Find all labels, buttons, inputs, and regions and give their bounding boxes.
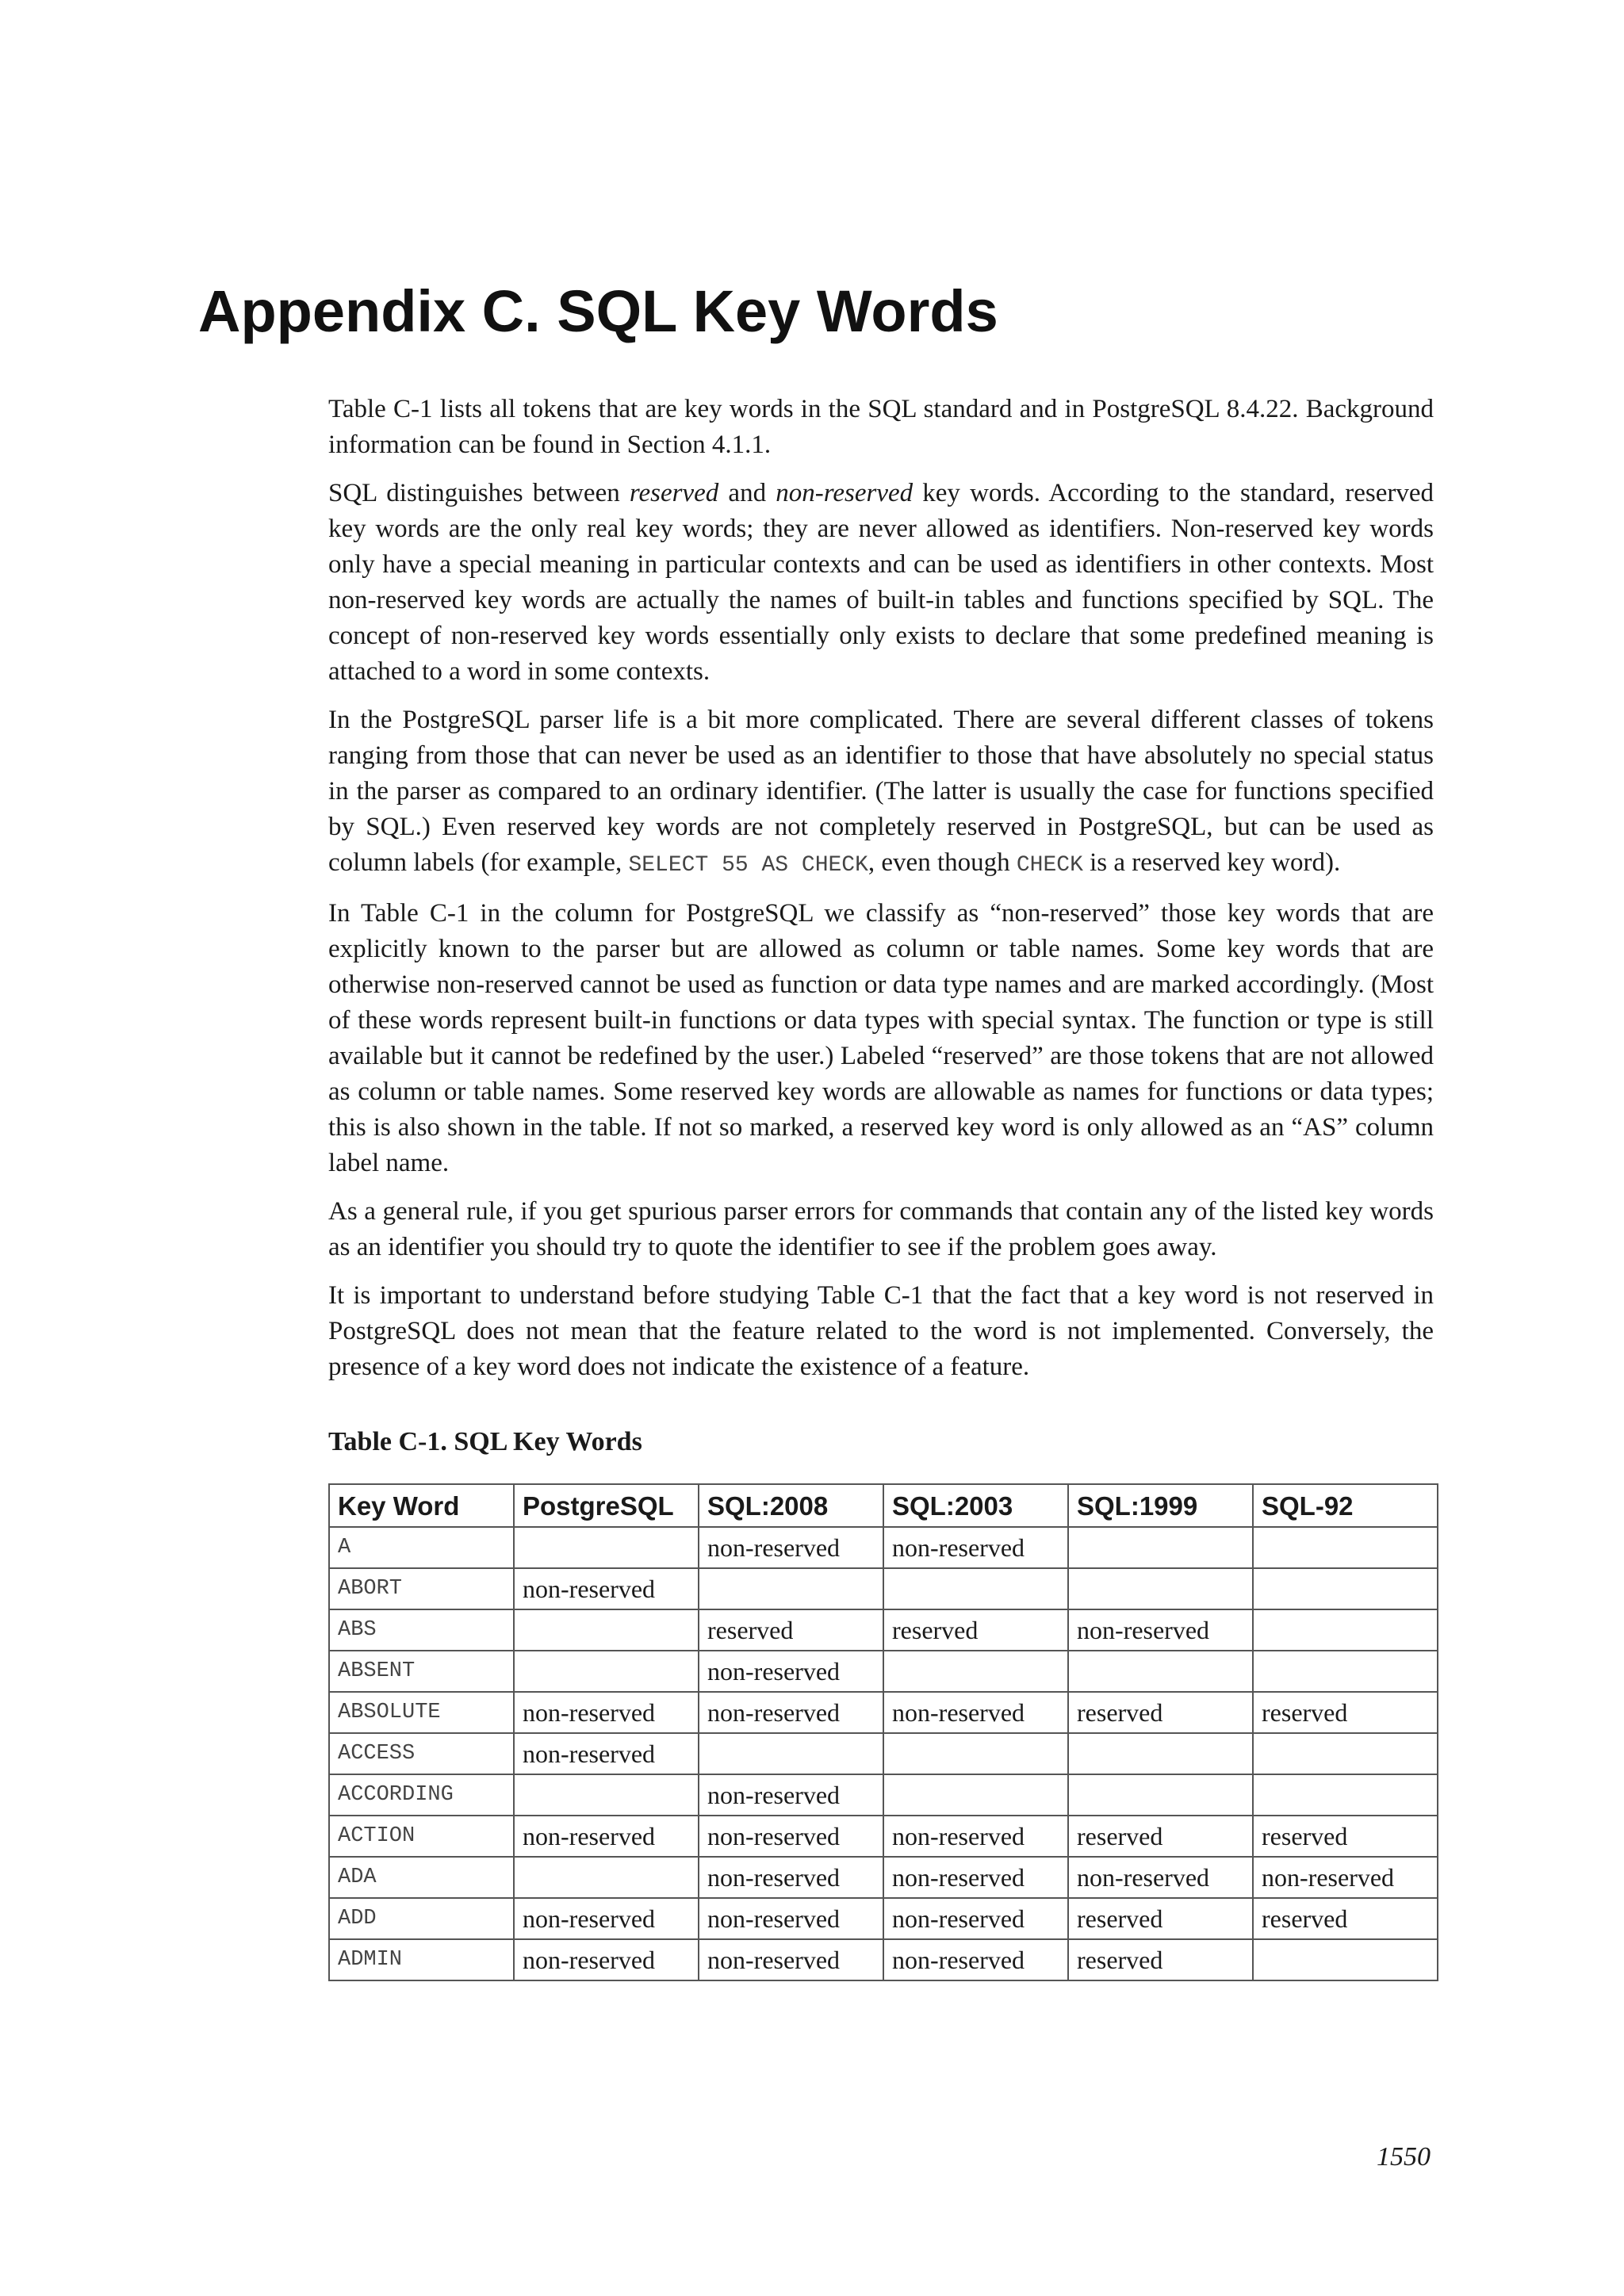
table-cell bbox=[514, 1857, 699, 1898]
keyword-cell: ADMIN bbox=[329, 1939, 514, 1980]
text-span: key words. According to the standard, reserved key words are the only real key words; they are never allowed as identifiers. Non-reserved key words only have a special meaning in particular contexts and can be used as identifiers in other contexts. Most non-reserved key words are actually the names of built-in tables and functions specified by SQL. The concept of non-reserved key words essentially only exists to declare that some predefined meaning is attached to a word in some contexts. bbox=[328, 479, 1434, 686]
table-cell: non-reserved bbox=[514, 1939, 699, 1980]
keyword-cell: ABSOLUTE bbox=[329, 1692, 514, 1733]
table-cell: reserved bbox=[1253, 1898, 1438, 1939]
table-cell: reserved bbox=[699, 1609, 883, 1651]
table-cell: non-reserved bbox=[1253, 1857, 1438, 1898]
table-cell: non-reserved bbox=[514, 1692, 699, 1733]
table-cell: non-reserved bbox=[883, 1527, 1068, 1568]
inline-code-check: CHECK bbox=[1016, 853, 1083, 878]
column-header-sql1999: SQL:1999 bbox=[1068, 1484, 1253, 1527]
column-header-postgresql: PostgreSQL bbox=[514, 1484, 699, 1527]
table-caption: Table C-1. SQL Key Words bbox=[328, 1427, 642, 1456]
table-row bbox=[329, 1651, 1438, 1692]
emphasis-reserved: reserved bbox=[629, 479, 719, 507]
table-cell: reserved bbox=[1253, 1692, 1438, 1733]
table-row bbox=[329, 1774, 1438, 1816]
table-row bbox=[329, 1898, 1438, 1939]
table-cell bbox=[1068, 1733, 1253, 1774]
table-cell bbox=[1068, 1774, 1253, 1816]
paragraph-postgresql-parser bbox=[328, 702, 1434, 883]
table-row bbox=[329, 1609, 1438, 1651]
table-cell: non-reserved bbox=[699, 1898, 883, 1939]
table-cell: non-reserved bbox=[883, 1816, 1068, 1857]
table-cell: non-reserved bbox=[514, 1568, 699, 1609]
table-cell bbox=[1068, 1527, 1253, 1568]
table-body bbox=[329, 1527, 1438, 1980]
text-span: is a reserved key word). bbox=[1082, 848, 1341, 877]
table-header-row bbox=[329, 1484, 1438, 1527]
table-row bbox=[329, 1527, 1438, 1568]
keyword-cell: ADD bbox=[329, 1898, 514, 1939]
keyword-cell: ACCESS bbox=[329, 1733, 514, 1774]
table-cell bbox=[883, 1733, 1068, 1774]
table-cell bbox=[1253, 1733, 1438, 1774]
table-cell bbox=[1253, 1568, 1438, 1609]
table-cell: non-reserved bbox=[514, 1816, 699, 1857]
page-title: Appendix C. SQL Key Words bbox=[198, 278, 998, 344]
table-cell: non-reserved bbox=[883, 1898, 1068, 1939]
table-row bbox=[329, 1692, 1438, 1733]
keyword-cell: ACTION bbox=[329, 1816, 514, 1857]
column-header-key-word: Key Word bbox=[329, 1484, 514, 1527]
inline-code-select: SELECT 55 AS CHECK bbox=[628, 853, 868, 878]
keyword-cell: ADA bbox=[329, 1857, 514, 1898]
text-span: In the PostgreSQL parser life is a bit more complicated. There are several different classes of tokens ranging from those that can never be used as an identifier to those that have absolutely no special status in the parser as compared to an ordinary identifier. (The latter is usually the case for functions specified by SQL.) Even reserved key words are not completely reserved in PostgreSQL, but can be used as column labels (for example, bbox=[328, 706, 1434, 877]
table-cell: non-reserved bbox=[883, 1692, 1068, 1733]
table-cell: non-reserved bbox=[1068, 1857, 1253, 1898]
table-cell: non-reserved bbox=[699, 1774, 883, 1816]
table-row bbox=[329, 1733, 1438, 1774]
keyword-cell: ABS bbox=[329, 1609, 514, 1651]
table-cell: reserved bbox=[1068, 1692, 1253, 1733]
table-cell bbox=[1253, 1651, 1438, 1692]
paragraph-reserved-definition bbox=[328, 476, 1434, 690]
table-cell: reserved bbox=[1068, 1816, 1253, 1857]
text-span: , even though bbox=[868, 848, 1017, 877]
table-row bbox=[329, 1857, 1438, 1898]
table-cell: non-reserved bbox=[514, 1733, 699, 1774]
table-cell bbox=[514, 1609, 699, 1651]
table-cell: non-reserved bbox=[699, 1816, 883, 1857]
table-cell bbox=[699, 1733, 883, 1774]
page-number: 1550 bbox=[1377, 2142, 1431, 2172]
text-span: and bbox=[718, 479, 776, 507]
table-cell: non-reserved bbox=[883, 1939, 1068, 1980]
table-cell: non-reserved bbox=[699, 1939, 883, 1980]
table-cell: reserved bbox=[1253, 1816, 1438, 1857]
table-cell bbox=[514, 1774, 699, 1816]
table-row bbox=[329, 1816, 1438, 1857]
table-cell: reserved bbox=[1068, 1939, 1253, 1980]
paragraph-general-rule: As a general rule, if you get spurious parser errors for commands that contain any of the listed key words as an identifier you should try to quote the identifier to see if the problem goes away. bbox=[328, 1197, 1434, 1261]
table-cell: non-reserved bbox=[699, 1692, 883, 1733]
table-cell bbox=[1253, 1527, 1438, 1568]
table-cell bbox=[1253, 1774, 1438, 1816]
table-row bbox=[329, 1939, 1438, 1980]
keywords-table bbox=[328, 1483, 1438, 1981]
table-row bbox=[329, 1568, 1438, 1609]
table-cell: reserved bbox=[1068, 1898, 1253, 1939]
keyword-cell: ABSENT bbox=[329, 1651, 514, 1692]
table-cell bbox=[883, 1774, 1068, 1816]
table-cell bbox=[514, 1651, 699, 1692]
table-cell bbox=[514, 1527, 699, 1568]
table-cell: non-reserved bbox=[514, 1898, 699, 1939]
table-cell bbox=[1068, 1651, 1253, 1692]
column-header-sql2008: SQL:2008 bbox=[699, 1484, 883, 1527]
table-cell bbox=[883, 1568, 1068, 1609]
table-cell bbox=[1253, 1609, 1438, 1651]
table-cell bbox=[883, 1651, 1068, 1692]
table-cell: non-reserved bbox=[883, 1857, 1068, 1898]
text-span: SQL distinguishes between bbox=[328, 479, 630, 507]
column-header-sql92: SQL-92 bbox=[1253, 1484, 1438, 1527]
emphasis-non-reserved: non-reserved bbox=[776, 479, 914, 507]
table-cell: reserved bbox=[883, 1609, 1068, 1651]
table-cell bbox=[1253, 1939, 1438, 1980]
keyword-cell: ABORT bbox=[329, 1568, 514, 1609]
table-cell bbox=[1068, 1568, 1253, 1609]
paragraph-implementation-note: It is important to understand before studying Table C-1 that the fact that a key word is not reserved in PostgreSQL does not mean that the feature related to the word is not implemented. Conversely, the presence of a key word does not indicate the existence of a feature. bbox=[328, 1281, 1434, 1381]
table-cell: non-reserved bbox=[699, 1651, 883, 1692]
keyword-cell: ACCORDING bbox=[329, 1774, 514, 1816]
table-cell: non-reserved bbox=[1068, 1609, 1253, 1651]
column-header-sql2003: SQL:2003 bbox=[883, 1484, 1068, 1527]
table-cell bbox=[699, 1568, 883, 1609]
paragraph-classification: In Table C-1 in the column for PostgreSQL we classify as “non-reserved” those key words that are explicitly known to the parser but are allowed as column or table names. Some key words that are otherwise non-reserved cannot be used as function or data type names and are marked accordingly. (Most of these words represent built-in functions or data types with special syntax. The function or type is still available but it cannot be redefined by the user.) Labeled “reserved” are those tokens that are not allowed as column or table names. Some reserved key words are allowable as names for functions or data types; this is also shown in the table. If not so marked, a reserved key word is only allowed as an “AS” column label name. bbox=[328, 899, 1434, 1177]
table-cell: non-reserved bbox=[699, 1527, 883, 1568]
keyword-cell: A bbox=[329, 1527, 514, 1568]
table-cell: non-reserved bbox=[699, 1857, 883, 1898]
paragraph-intro: Table C-1 lists all tokens that are key words in the SQL standard and in PostgreSQL 8.4.22. Background information can be found in Section 4.1.1. bbox=[328, 395, 1434, 459]
body-text bbox=[328, 392, 1434, 1981]
